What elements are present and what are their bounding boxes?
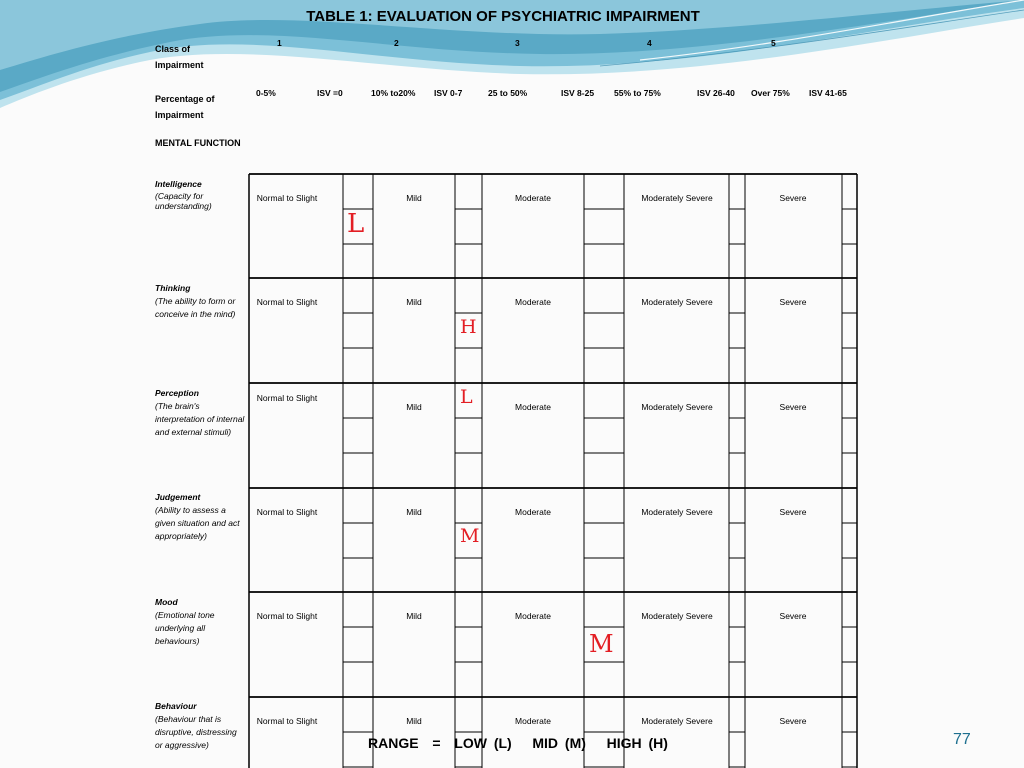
severity-cell: Severe: [779, 297, 807, 307]
page-number: 77: [953, 731, 971, 748]
severity-cell: Normal to Slight: [256, 193, 318, 203]
row-label-thinking: Thinking (The ability to form or conceive in the mind): [155, 283, 236, 319]
class-label-line2: Impairment: [155, 60, 204, 70]
severity-cell: Mild: [406, 716, 422, 726]
severity-cell: Severe: [779, 507, 807, 517]
class-header-2: 2: [394, 38, 399, 48]
isv-header: ISV 26-40: [697, 88, 735, 98]
rating-mark-mood: M: [589, 630, 614, 658]
percentage-label-line2: Impairment: [155, 110, 204, 120]
percentage-label-line1: Percentage of: [155, 94, 215, 104]
severity-cell: Moderately Severe: [641, 716, 713, 726]
severity-cell: Moderately Severe: [641, 402, 713, 412]
row-label-behaviour: Behaviour (Behaviour that is disruptive, distressing or aggressive): [155, 701, 237, 750]
severity-cell: Moderate: [515, 716, 551, 726]
severity-cell: Severe: [779, 402, 807, 412]
severity-cell: Moderately Severe: [641, 297, 713, 307]
isv-header: ISV =0: [317, 88, 343, 98]
class-label-line1: Class of: [155, 44, 191, 54]
class-header-3: 3: [515, 38, 520, 48]
severity-cell: Normal to Slight: [256, 716, 318, 726]
severity-cell: Moderately Severe: [641, 193, 713, 203]
severity-cell: Normal to Slight: [256, 393, 318, 403]
percent-header: 0-5%: [256, 88, 276, 98]
isv-header: ISV 8-25: [561, 88, 595, 98]
severity-cell: Normal to Slight: [256, 297, 318, 307]
severity-cell: Severe: [779, 193, 807, 203]
mental-function-label: MENTAL FUNCTION: [155, 138, 241, 148]
percent-header: 55% to 75%: [614, 88, 661, 98]
class-header-1: 1: [277, 38, 282, 48]
severity-cell: Mild: [406, 297, 422, 307]
rating-mark-intelligence: L: [347, 209, 365, 239]
severity-cell: Mild: [406, 611, 422, 621]
row-label-judgement: Judgement (Ability to assess a given situation and act appropriately): [155, 492, 240, 541]
percent-header: Over 75%: [751, 88, 790, 98]
severity-cell: Severe: [779, 611, 807, 621]
rating-mark-thinking: H: [460, 316, 477, 338]
class-header-4: 4: [647, 38, 652, 48]
rating-mark-judgement: M: [460, 525, 480, 547]
isv-header: ISV 0-7: [434, 88, 463, 98]
severity-cell: Moderately Severe: [641, 611, 713, 621]
percent-header: 10% to20%: [371, 88, 416, 98]
severity-cell: Normal to Slight: [256, 611, 318, 621]
row-label-intelligence: Intelligence (Capacity for understanding): [155, 179, 212, 211]
severity-cell: Normal to Slight: [256, 507, 318, 517]
severity-cell: Moderate: [515, 193, 551, 203]
severity-cell: Mild: [406, 402, 422, 412]
row-label-mood: Mood (Emotional tone underlying all behaviours): [155, 597, 215, 646]
severity-cell: Moderate: [515, 402, 551, 412]
isv-header: ISV 41-65: [809, 88, 847, 98]
severity-cell: Moderate: [515, 297, 551, 307]
severity-cell: Severe: [779, 716, 807, 726]
row-label-perception: Perception (The brain's interpretation of internal and external stimuli): [155, 388, 245, 437]
severity-cell: Mild: [406, 193, 422, 203]
page-title: TABLE 1: EVALUATION OF PSYCHIATRIC IMPAIRMENT: [306, 8, 700, 25]
range-legend: RANGE = LOW (L) MID (M) HIGH (H): [368, 735, 668, 751]
severity-cell: Moderate: [515, 611, 551, 621]
severity-cell: Moderately Severe: [641, 507, 713, 517]
severity-cell: Moderate: [515, 507, 551, 517]
class-header-5: 5: [771, 38, 776, 48]
percent-header: 25 to 50%: [488, 88, 528, 98]
severity-cell: Mild: [406, 507, 422, 517]
rating-mark-perception: L: [460, 386, 473, 408]
